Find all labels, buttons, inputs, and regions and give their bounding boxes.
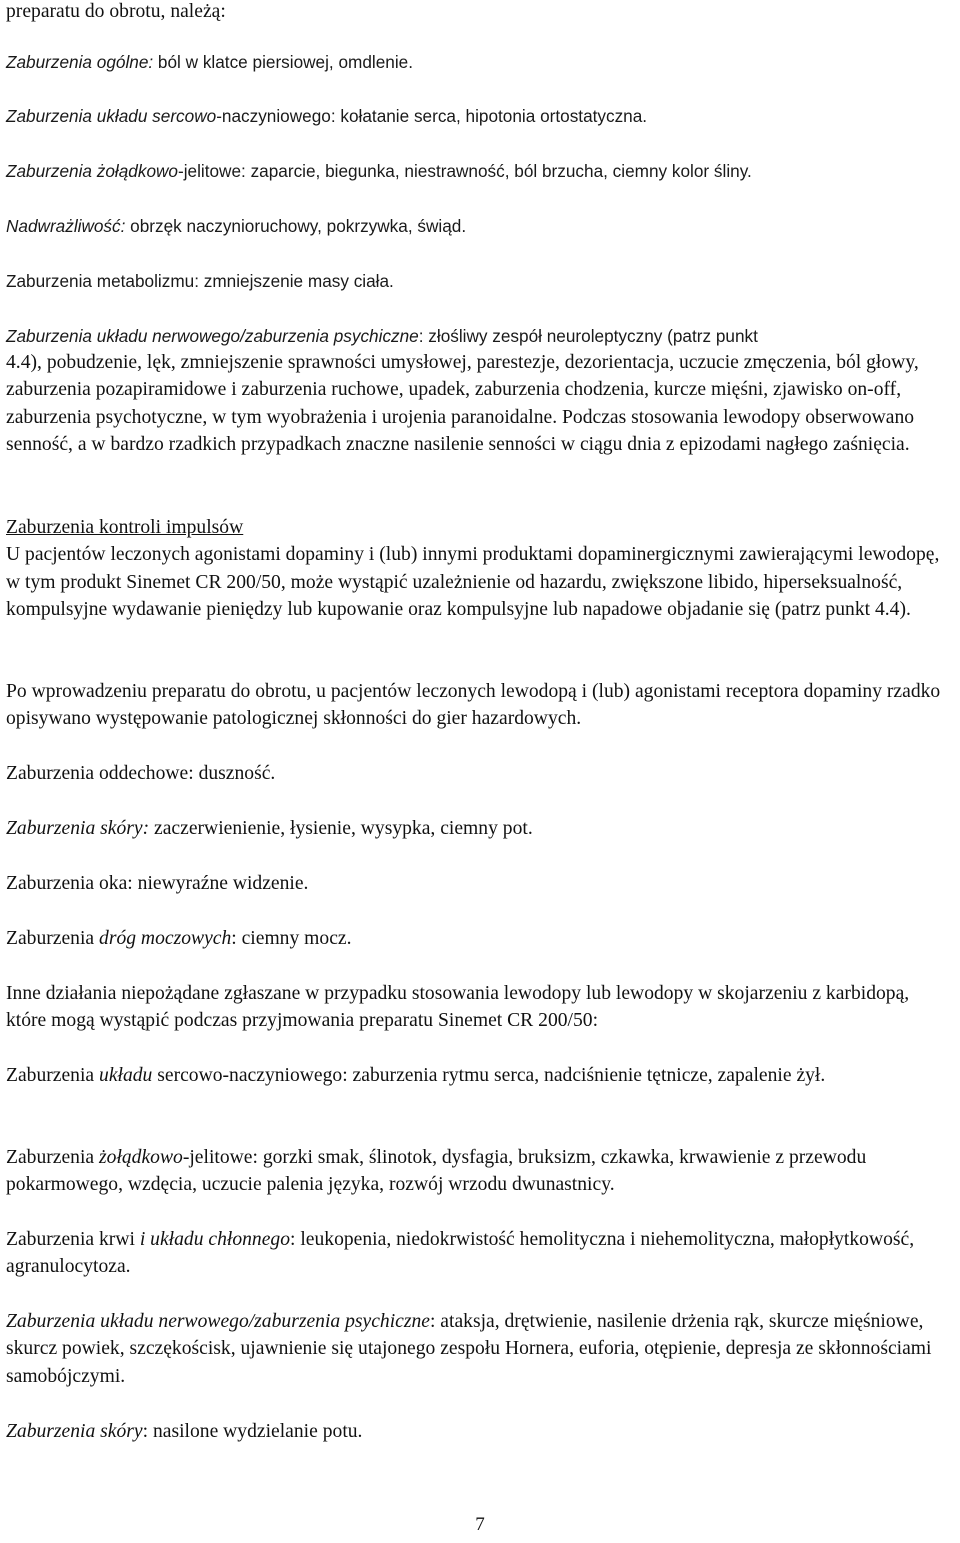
paragraph-nervous-first-line: Zaburzenia układu nerwowego/zaburzenia psychiczne: złośliwy zespół neuroleptyczny (patrz punkt — [6, 326, 758, 346]
paragraph-impulse-control: Zaburzenia kontroli impulsów U pacjentów leczonych agonistami dopaminy i (lub) innymi produktami dopaminergicznymi zawierającymi lewodopę, w tym produkt Sinemet CR 200/50, może wystąpić uzależnienie od hazardu, zwiększone libido, hiperseksualność, kompulsyjne wydawanie pieniędzy lub kupowanie oraz kompulsyjne lub napadowe objadanie się (patrz punkt 4.4). — [6, 517, 940, 620]
paragraph-urinary: Zaburzenia dróg moczowych: ciemny mocz. — [6, 928, 352, 949]
paragraph-other-skin: Zaburzenia skóry: nasilone wydzielanie potu. — [6, 1421, 363, 1442]
paragraph-nervous-body: 4.4), pobudzenie, lęk, zmniejszenie sprawności umysłowej, parestezje, dezorientacja, uczucie zmęczenia, ból głowy, zaburzenia pozapiramidowe i zaburzenia ruchowe, upadek, zaburzenia chodzenia, kurcze mięśni, zjawisko on-off, zaburzenia psychotyczne, w tym wyobrażenia i urojenia paranoidalne. Podczas stosowania lewodopy obserwowano senność, a w bardzo rzadkich przypadkach znaczne nasilenie senności w ciągu dnia z epizodami nagłego zaśnięcia. — [6, 352, 919, 455]
paragraph-intro: preparatu do obrotu, należą: — [6, 1, 226, 22]
paragraph-other-gastrointestinal: Zaburzenia żołądkowo-jelitowe: gorzki smak, ślinotok, dysfagia, bruksizm, czkawka, krwawienie z przewodu pokarmowego, wzdęcia, uczucie palenia języka, rozwój wrzodu dwunastnicy. — [6, 1147, 867, 1196]
paragraph-skin: Zaburzenia skóry: zaczerwienienie, łysienie, wysypka, ciemny pot. — [6, 818, 533, 839]
paragraph-hypersensitivity: Nadwrażliwość: obrzęk naczynioruchowy, pokrzywka, świąd. — [6, 216, 467, 236]
impulse-control-heading: Zaburzenia kontroli impulsów — [6, 517, 244, 538]
paragraph-post-marketing: Po wprowadzeniu preparatu do obrotu, u pacjentów leczonych lewodopą i (lub) agonistami receptora dopaminy rzadko opisywano występowanie patologicznej skłonności do gier hazardowych. — [6, 681, 941, 730]
paragraph-gastrointestinal: Zaburzenia żołądkowo-jelitowe: zaparcie, biegunka, niestrawność, ból brzucha, ciemny kolor śliny. — [6, 161, 752, 181]
paragraph-metabolism: Zaburzenia metabolizmu: zmniejszenie masy ciała. — [6, 271, 394, 291]
paragraph-other-nervous: Zaburzenia układu nerwowego/zaburzenia psychiczne: ataksja, drętwienie, nasilenie drżenia rąk, skurcze mięśniowe, skurcz powiek, szczękościsk, ujawnienie się utajonego zespołu Hornera, euforia, otępienie, depresja ze skłonnościami samobójczymi. — [6, 1311, 932, 1387]
paragraph-cardiovascular: Zaburzenia układu sercowo-naczyniowego: kołatanie serca, hipotonia ortostatyczna. — [6, 106, 648, 126]
paragraph-respiratory: Zaburzenia oddechowe: duszność. — [6, 763, 276, 784]
paragraph-other-cardiovascular: Zaburzenia układu sercowo-naczyniowego: zaburzenia rytmu serca, nadciśnienie tętnicze, zapalenie żył. — [6, 1065, 826, 1086]
paragraph-other-effects: Inne działania niepożądane zgłaszane w przypadku stosowania lewodopy lub lewodopy w skojarzeniu z karbidopą, które mogą wystąpić podczas przyjmowania preparatu Sinemet CR 200/50: — [6, 983, 910, 1032]
paragraph-general-disorders: Zaburzenia ogólne: ból w klatce piersiowej, omdlenie. — [6, 52, 413, 72]
paragraph-eye: Zaburzenia oka: niewyraźne widzenie. — [6, 873, 309, 894]
paragraph-blood-lymphatic: Zaburzenia krwi i układu chłonnego: leukopenia, niedokrwistość hemolityczna i niehemolityczna, małopłytkowość, agranulocytoza. — [6, 1229, 915, 1278]
page-number: 7 — [475, 1514, 485, 1535]
